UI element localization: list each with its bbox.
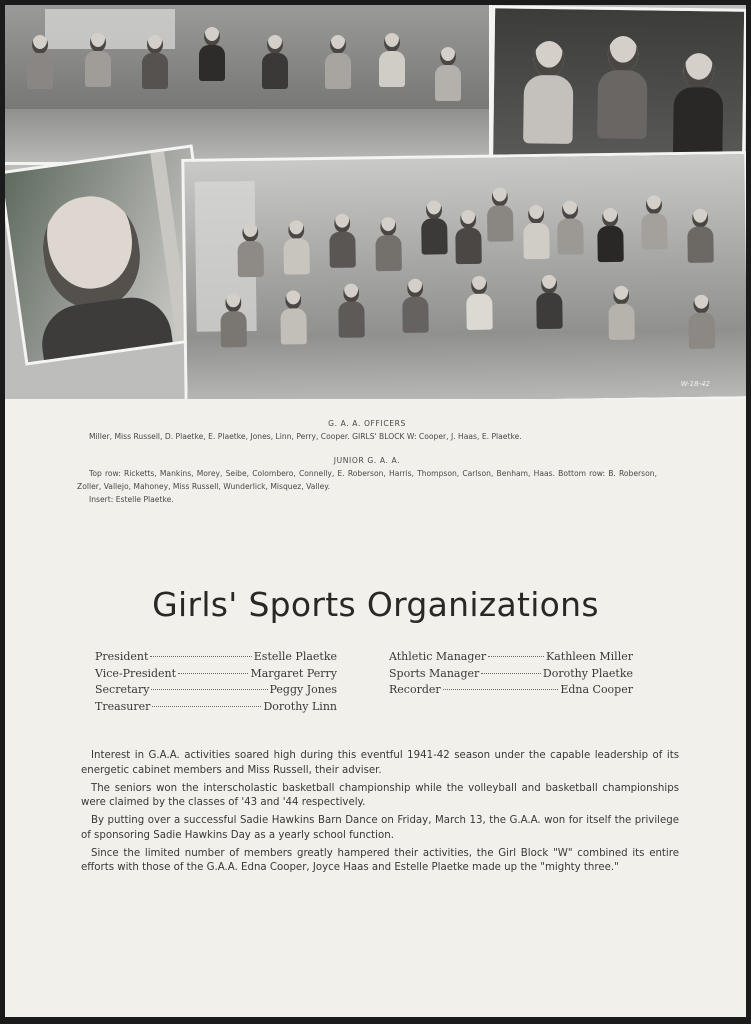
body-paragraph: Since the limited number of members greatly hampered their activities, the Girl Block "W" combined its entire efforts with those of the G.A.A. Edna Cooper, Joyce Haas and Estelle Plaetke made up the "mighty three." bbox=[81, 847, 679, 873]
officer-row bbox=[389, 650, 633, 667]
body-paragraph: The seniors won the interscholastic basketball championship while the volleyball and basketball championships were claimed by the classes of '43 and '44 respectively. bbox=[81, 782, 679, 808]
photo-collage bbox=[5, 5, 746, 399]
officer-name: Margaret Perry bbox=[250, 666, 337, 680]
officer-row bbox=[95, 700, 337, 717]
officer-row bbox=[95, 683, 337, 700]
officer-role: Vice-President bbox=[95, 666, 177, 680]
portrait-face bbox=[36, 190, 147, 314]
officer-role: Treasurer bbox=[95, 699, 151, 713]
officer-name: Estelle Plaetke bbox=[253, 650, 337, 663]
officer-role: Secretary bbox=[95, 683, 150, 696]
officer-name: Dorothy Plaetke bbox=[542, 666, 633, 680]
officers-photo bbox=[5, 5, 492, 165]
page-title: Girls' Sports Organizations bbox=[152, 585, 599, 624]
officer-role: Sports Manager bbox=[389, 666, 480, 680]
officers-list-right bbox=[389, 650, 633, 700]
insert-caption: Insert: Estelle Plaetke. bbox=[89, 495, 174, 504]
officer-name: Kathleen Miller bbox=[546, 650, 633, 663]
article-body bbox=[81, 749, 679, 879]
officer-role: Recorder bbox=[389, 683, 441, 696]
officers-list-left bbox=[95, 650, 337, 716]
officer-role: President bbox=[95, 650, 149, 663]
photo-captions bbox=[77, 417, 657, 506]
gaa-officers-caption: Miller, Miss Russell, D. Plaetke, E. Plaetke, Jones, Linn, Perry, Cooper. GIRLS' BLOCK W: Cooper, J. Haas, E. Plaetke. bbox=[89, 432, 522, 441]
body-paragraph: By putting over a successful Sadie Hawkins Barn Dance on Friday, March 13, the G.A.A. won for itself the privilege of sponsoring Sadie Hawkins Day as a yearly school function. bbox=[81, 815, 679, 841]
junior-gaa-heading: JUNIOR G. A. A. bbox=[333, 456, 401, 465]
yearbook-page bbox=[5, 5, 746, 1017]
officer-row bbox=[389, 667, 633, 684]
officer-row bbox=[95, 667, 337, 684]
junior-gaa-caption: Top row: Ricketts, Mankins, Morey, Seibe, Colombero, Connelly, E. Roberson, Harris, Thompson, Carlson, Benham, Haas. Bottom row: B. Roberson, Zoller, Vallejo, Mahoney, Miss Russell, Wunderlick, Misquez, Valley. bbox=[77, 469, 657, 491]
portrait-shoulders bbox=[37, 292, 175, 365]
junior-gaa-photo bbox=[181, 151, 746, 399]
officer-name: Edna Cooper bbox=[560, 683, 633, 696]
officer-name: Dorothy Linn bbox=[263, 699, 337, 713]
gaa-officers-heading: G. A. A. OFFICERS bbox=[328, 419, 406, 428]
officer-row bbox=[95, 650, 337, 667]
photo-mark: W-18-42 bbox=[680, 380, 710, 388]
officer-row bbox=[389, 683, 633, 700]
officer-role: Athletic Manager bbox=[389, 650, 487, 663]
body-paragraph: Interest in G.A.A. activities soared high during this eventful 1941-42 season under the capable leadership of its energetic cabinet members and Miss Russell, their adviser. bbox=[81, 750, 679, 776]
officer-name: Peggy Jones bbox=[269, 683, 337, 696]
